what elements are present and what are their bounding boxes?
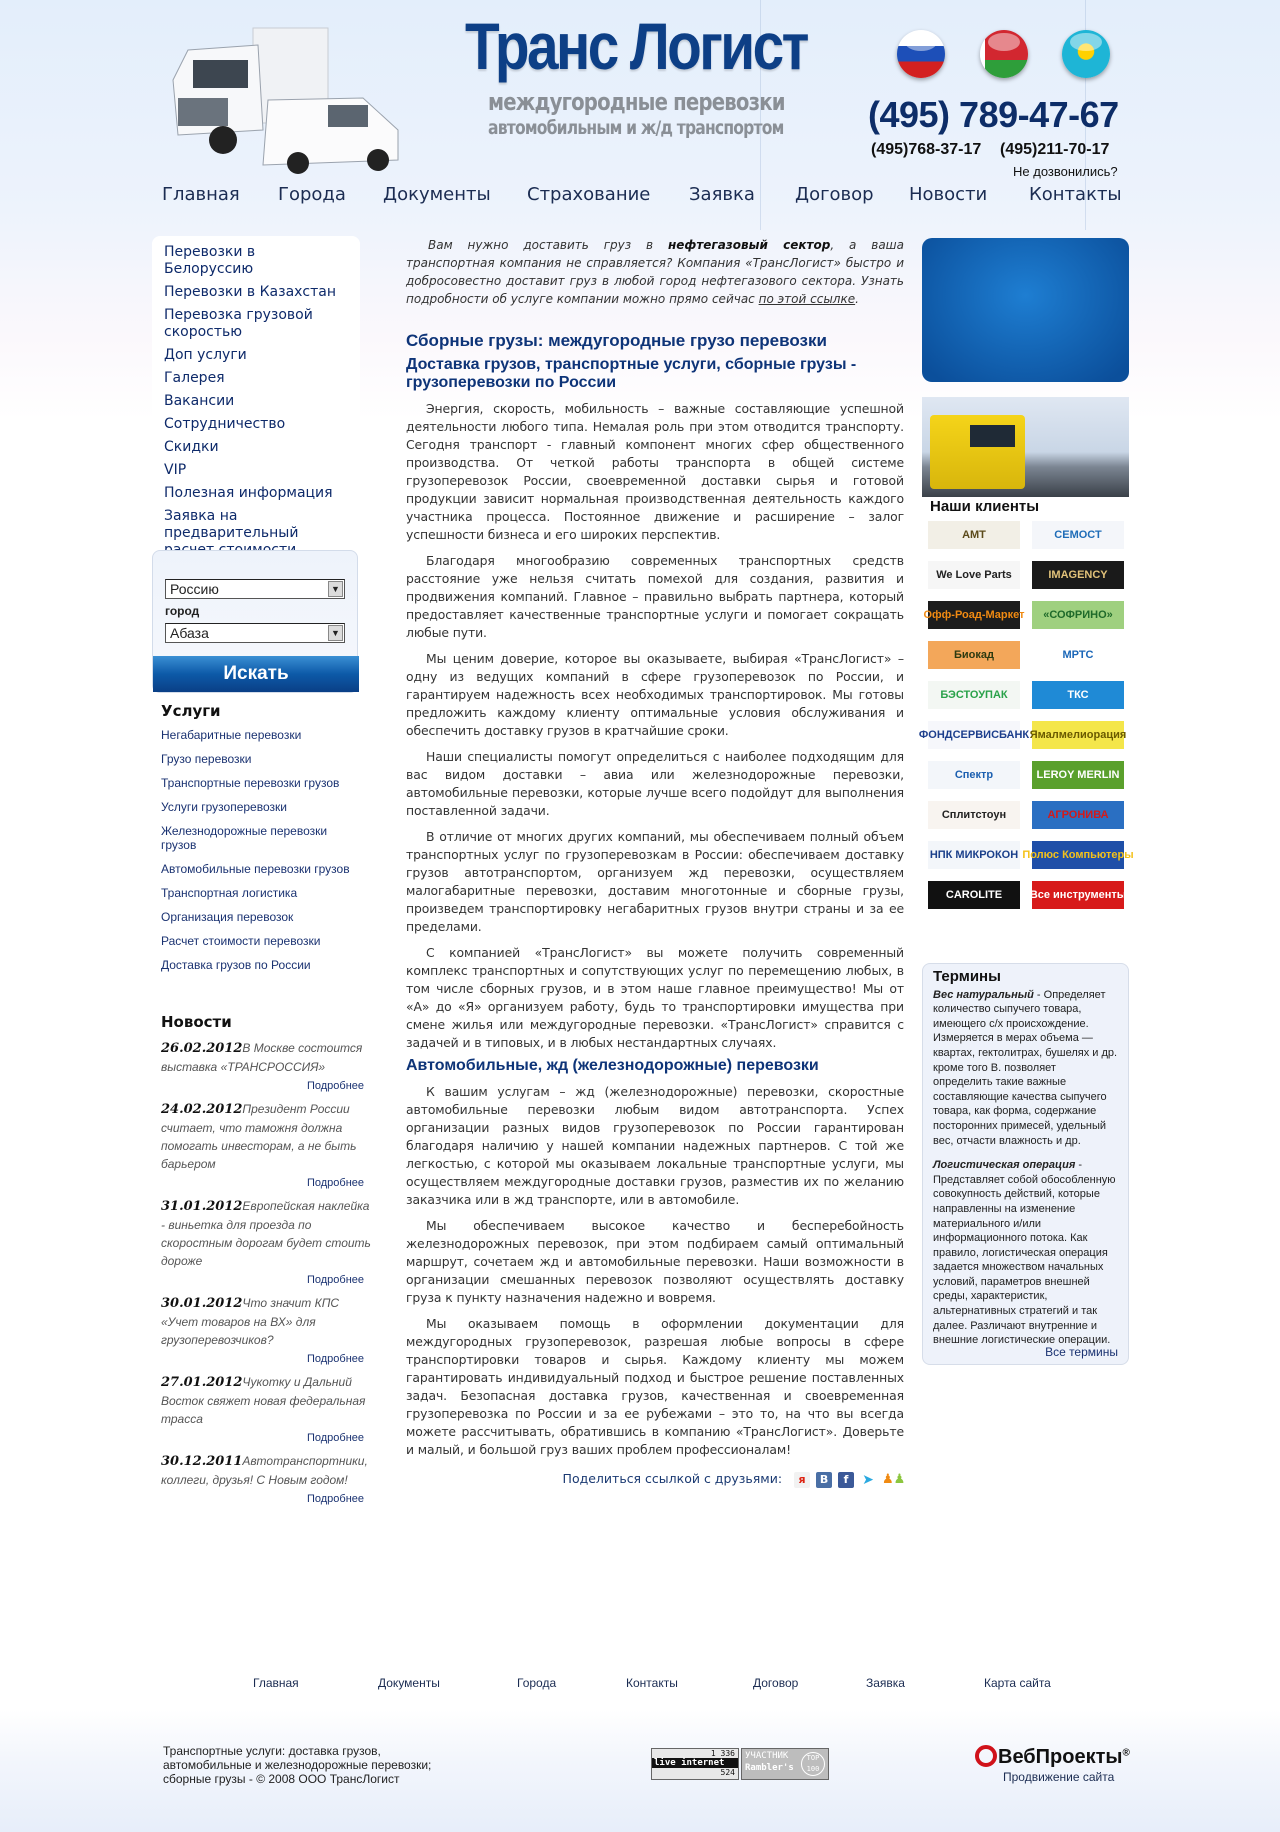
intro-part: .: [855, 292, 859, 306]
phone-2: (495)768-37-17: [871, 141, 982, 158]
brand-logo[interactable]: Транс Логист: [465, 9, 807, 83]
footer-nav-home[interactable]: Главная: [253, 1676, 299, 1690]
country-select[interactable]: [165, 579, 345, 599]
services-title: Услуги: [161, 702, 221, 720]
dropdown-arrow-icon[interactable]: ▼: [328, 625, 343, 641]
news-item: [161, 1373, 376, 1444]
yellow-truck-image: [922, 397, 1129, 497]
news-more-link[interactable]: Подробнее: [306, 1353, 364, 1365]
rambler-brand: Rambler's: [745, 1763, 794, 1773]
nav-home[interactable]: Главная: [162, 184, 240, 205]
share-bar: [406, 1471, 904, 1488]
client-logo[interactable]: Полюс Компьютеры: [1032, 841, 1124, 869]
service-link[interactable]: Автомобильные перевозки грузов: [161, 862, 350, 876]
client-logo[interactable]: LEROY MERLIN: [1032, 761, 1124, 789]
city-select[interactable]: [165, 623, 345, 643]
copyright-line: автомобильные и железнодорожные перевозки;: [163, 1758, 432, 1772]
menu-cost-request[interactable]: Заявка на предварительный: [164, 508, 299, 541]
copyright-line: сборные грузы - © 2008 ООО ТрансЛогист: [163, 1772, 400, 1786]
page-title: Сборные грузы: междугородные грузо перевозки: [406, 331, 827, 350]
client-logo[interactable]: Спектр: [928, 761, 1020, 789]
rambler-top-badge: TOP 100: [801, 1752, 825, 1776]
client-logo[interactable]: Офф-Роад-Маркет: [928, 601, 1020, 629]
nav-contract[interactable]: Договор: [795, 184, 874, 205]
service-link[interactable]: Услуги грузоперевозки: [161, 800, 287, 814]
news-date: 24.02.2012: [161, 1102, 243, 1117]
clients-title: Наши клиенты: [930, 498, 1040, 515]
paragraph: В отличие от многих других компаний, мы обеспечиваем полный объем транспортных услуг по грузоперевозкам в России: обеспечиваем доставку грузов автотранспортом, организуем жд перевозки, осуществляем малогабаритные перевозки, доставим многотонные и сборные грузы, произведем транспортировку негабаритных грузов внутри страны и за ее пределами.: [406, 829, 904, 934]
menu-gallery[interactable]: Галерея: [164, 370, 225, 386]
trucks-image: [148, 20, 433, 180]
news-item: [161, 1039, 376, 1092]
right-column: [918, 238, 1134, 909]
callback-link[interactable]: Не дозвонились?: [1013, 164, 1118, 179]
news-more-link[interactable]: Подробнее: [306, 1080, 364, 1092]
news-text: Автотранспортники, коллеги, друзья! С Новым годом!: [161, 1454, 368, 1487]
copyright-line: Транспортные услуги: доставка грузов,: [163, 1744, 381, 1758]
webproekty-name: ВебПроекты: [998, 1746, 1123, 1768]
nav-cities[interactable]: Города: [278, 184, 346, 205]
paragraph: Мы ценим доверие, которое вы оказываете, выбирая «ТрансЛогист» – одну из ведущих компаний в сфере грузоперевозок по России, и гарантируем надежность всех необходимых транспортировок. Мы готовы предложить каждому клиенту оптимальные условия обслуживания и обеспечить доставку грузов в кратчайшие сроки.: [406, 651, 904, 738]
term: [933, 1158, 1118, 1348]
main-phone: (495) 789-47-67: [868, 94, 1119, 135]
news-more-link[interactable]: Подробнее: [306, 1177, 364, 1189]
paragraph: Благодаря многообразию современных транспортных средств расстояние уже нельзя считать помехой для создания, развития и продвижения компаний. Главное – правильно выбрать партнера, который предоставляет качественные транспортные услуги и помогает сокращать любые пути.: [406, 553, 904, 640]
site-promotion-link[interactable]: Продвижение сайта: [1003, 1770, 1115, 1784]
news-text: Чукотку и Дальний Восток свяжет новая федеральная трасса: [161, 1375, 366, 1426]
belarus-flag-icon[interactable]: [980, 30, 1028, 78]
news-item: [161, 1100, 376, 1189]
dropdown-arrow-icon[interactable]: ▼: [328, 581, 343, 597]
client-logo[interactable]: «СОФРИНО»: [1032, 601, 1124, 629]
kazakhstan-flag-icon[interactable]: [1062, 30, 1110, 78]
paragraph: К вашим услугам – жд (железнодорожные) перевозки, скоростные автомобильные перевозки любым видом автотранспорта. Успех организации разных видов грузоперевозок по России гарантирован благодаря наличию у нашей компании надежных партнеров. С той же легкостью, с которой мы оказываем локальные транспортные услуги, мы осуществляем междугородные доставки грузов, разместив их по желанию заказчика или в жд транспорте, или в автомобиле.: [406, 1084, 904, 1207]
footer-nav-sitemap[interactable]: Карта сайта: [984, 1676, 1051, 1690]
news-more-link[interactable]: Подробнее: [306, 1493, 364, 1505]
header: [0, 0, 1280, 230]
news-date: 30.12.2011: [161, 1454, 243, 1469]
paragraph: Энергия, скорость, мобильность – важные составляющие успешной деятельности любого типа. Немалая роль при этом отводится транспорту. Сегодня транспорт - главный компонент многих сфер общественного производства. От четкой работы транспорта в общей системе грузоперевозок России, своевременной доставки сырья и готовой продукции зависит нормальная производственная деятельность каждого участника процесса. Постоянное движение и расширение – залог успешности бизнеса и его широких перспектив.: [406, 401, 904, 542]
brand-tagline-2: автомобильным и ж/д транспортом: [488, 117, 784, 139]
client-logo[interactable]: Биокад: [928, 641, 1020, 669]
intro-link[interactable]: по этой ссылке: [758, 292, 856, 306]
intro-part: , а ваша транспортная компания не справляется? Компания «ТрансЛогист» быстро и добросовестно доставит груз в любой город нефтегазового сектора. Узнать подробности об услуге компании можно прямо сейчас: [406, 238, 905, 306]
page-subtitle: Доставка грузов, транспортные услуги, сборные грузы - грузоперевозки по России: [406, 356, 857, 391]
services-block: [161, 702, 361, 982]
client-logo[interactable]: МРТС: [1032, 641, 1124, 669]
russia-flag-icon[interactable]: [897, 30, 945, 78]
menu-freight-speed[interactable]: Перевозка грузовой скоростью: [164, 307, 313, 340]
intro-text: [406, 236, 904, 308]
paragraph: С компанией «ТрансЛогист» вы можете получить современный комплекс транспортных и сопутствующих услуг по перемещению любых, в том числе сборных грузов, и в этом наше главное преимущество! Мы от «А» до «Я» организуем работу, будь то транспортировки имущества при смене жилья или междугородные перевозки. «ТрансЛогист» справится с задачей и в типовых, и в любых нестандартных случаях.: [406, 945, 904, 1050]
footer-nav-cities[interactable]: Города: [517, 1676, 557, 1690]
banner-box[interactable]: [922, 238, 1129, 382]
city-value: Абаза: [170, 625, 209, 641]
service-link[interactable]: Организация перевозок: [161, 910, 294, 924]
client-logo[interactable]: AMT: [928, 521, 1020, 549]
rambler-label: УЧАСТНИК: [745, 1751, 789, 1761]
news-item: [161, 1294, 376, 1365]
menu-vacancies[interactable]: Вакансии: [164, 393, 235, 409]
term: [933, 988, 1118, 1149]
client-logo[interactable]: Все инструменты: [1032, 881, 1124, 909]
webproekty-logo[interactable]: ВебПроекты®: [975, 1745, 1130, 1769]
menu-cooperation[interactable]: Сотрудничество: [164, 416, 286, 432]
terms-title: Термины: [933, 968, 1001, 985]
liveinternet-counter[interactable]: [651, 1748, 739, 1780]
footer-nav-request[interactable]: Заявка: [866, 1676, 905, 1690]
terms-box: [922, 963, 1129, 1365]
all-terms-link[interactable]: Все термины: [1045, 1345, 1118, 1360]
menu-belarus[interactable]: Перевозки в Белоруссию: [164, 244, 256, 277]
service-link[interactable]: Транспортная логистика: [161, 886, 298, 900]
menu-useful-info[interactable]: Полезная информация: [164, 485, 333, 501]
share-icons: [792, 1471, 904, 1488]
client-logo[interactable]: CAROLITE: [928, 881, 1020, 909]
webproekty-logo-icon: [975, 1745, 997, 1767]
term-definition: - Определяет количество сыпучего товара, имеющего с/х происхождение. Измеряется в мерах объема — квартах, гектолитрах, бушелях и др. кроме того В. позволяет определить такие важные составляющие качества сыпучего товара, как форма, содержание посторонних примесей, удельный вес, отчасти влажность и др.: [933, 988, 1118, 1147]
search-box: [152, 550, 358, 693]
client-logo[interactable]: Сплитстоун: [928, 801, 1020, 829]
client-logo[interactable]: Ямалмелиорация: [1032, 721, 1124, 749]
footer-copyright: [163, 1744, 431, 1786]
ya-ru-icon[interactable]: я: [794, 1472, 810, 1488]
main-content: [406, 236, 904, 1488]
menu-kazakhstan[interactable]: Перевозки в Казахстан: [164, 284, 337, 300]
share-label: Поделиться ссылкой с друзьями:: [562, 1471, 783, 1486]
news-date: 27.01.2012: [161, 1375, 243, 1390]
news-block: [161, 1013, 376, 1513]
top-nav: [162, 184, 1122, 212]
service-link[interactable]: Негабаритные перевозки: [161, 728, 302, 742]
term-definition: - Представляет собой обособленную совокупность действий, которые направленны на изменение материального и/или информационного потока. Как правило, логистическая операция задается множеством начальных условий, параметров внешней среды, характеристик, альтернативных стратегий и так далее. Различают внутренние и внешние логистические операции.: [933, 1159, 1116, 1347]
facebook-icon[interactable]: f: [838, 1472, 854, 1488]
term-name[interactable]: Вес натуральный: [933, 988, 1034, 1001]
service-link[interactable]: Расчет стоимости перевозки: [161, 934, 321, 948]
paragraph: Мы оказываем помощь в оформлении документации для междугородных грузоперевозок, разрешая любые вопросы в сфере транспортировки товаров и сырья. Каждому клиенту мы можем гарантировать индивидуальный подход и быстрое решение поставленных задач. Безопасная доставка грузов, качественная и своевременная грузоперевозка по России и за ее рубежами – это то, на что вы всегда можете рассчитывать, обратившись в компанию «ТрансЛогист». Доверьте и малый, и большой груз ваших проблем профессионалам!: [406, 1316, 904, 1457]
news-text: Президент России считает, что таможня должна помогать инвесторам, а не быть барьером: [161, 1102, 357, 1171]
news-date: 26.02.2012: [161, 1041, 243, 1056]
counter-brand: live internet: [652, 1758, 738, 1768]
client-logo[interactable]: СЕМОСТ: [1032, 521, 1124, 549]
city-label: город: [165, 604, 200, 618]
nav-news[interactable]: Новости: [909, 184, 988, 205]
service-link[interactable]: Железнодорожные перевозки грузов: [161, 824, 328, 852]
news-text: Что значит КПС «Учет товаров на ВХ» для грузоперевозчиков?: [161, 1296, 340, 1347]
news-more-link[interactable]: Подробнее: [306, 1432, 364, 1444]
client-logo[interactable]: We Love Parts: [928, 561, 1020, 589]
menu-discounts[interactable]: Скидки: [164, 439, 219, 455]
footer-nav-contract[interactable]: Договор: [753, 1676, 799, 1690]
vkontakte-icon[interactable]: B: [816, 1472, 832, 1488]
news-item: [161, 1452, 376, 1505]
phone-3: (495)211-70-17: [1000, 141, 1110, 158]
client-logo[interactable]: НПК МИКРОКОН: [928, 841, 1020, 869]
client-logo[interactable]: IMAGENCY: [1032, 561, 1124, 589]
intro-part: Вам нужно доставить груз в: [428, 238, 668, 252]
term-name[interactable]: Логистическая операция: [933, 1159, 1076, 1172]
clients-grid: [918, 521, 1134, 909]
search-button[interactable]: Искать: [153, 656, 359, 692]
rambler-top100-counter[interactable]: [741, 1748, 829, 1780]
client-logo[interactable]: ТКС: [1032, 681, 1124, 709]
nav-contacts[interactable]: Контакты: [1029, 184, 1122, 205]
intro-bold: нефтегазовый сектор: [668, 238, 831, 252]
menu-vip[interactable]: VIP: [164, 462, 187, 478]
nav-request[interactable]: Заявка: [689, 184, 755, 205]
left-menu: [152, 236, 360, 559]
service-link[interactable]: Транспортные перевозки грузов: [161, 776, 340, 790]
country-value: Россию: [170, 581, 219, 597]
client-logo[interactable]: ФОНДСЕРВИСБАНК: [928, 721, 1020, 749]
left-column: [152, 236, 360, 565]
section-heading: Автомобильные, жд (железнодорожные) перевозки: [406, 1057, 819, 1074]
service-link[interactable]: Доставка грузов по России: [161, 958, 311, 972]
counter-value: 524: [720, 1768, 735, 1777]
paragraph: Мы обеспечиваем высокое качество и бесперебойность железнодорожных перевозок, при этом подбираем самый оптимальный маршрут, сочетаем жд и автомобильные перевозки. Наши возможности в организации смешанных перевозок позволяют осуществлять доставку груза к пункту назначения надежно и вовремя.: [406, 1218, 904, 1305]
news-date: 31.01.2012: [161, 1199, 243, 1214]
paragraph: Наши специалисты помогут определиться с наиболее подходящим для вас видом доставки – авиа или железнодорожные перевозки, автомобильные перевозки, которые лучше всего подойдут для выполнения поставленной задачи.: [406, 749, 904, 818]
twitter-icon[interactable]: ➤: [862, 1471, 874, 1488]
brand-tagline: междугородные перевозки: [488, 88, 785, 116]
footer-nav-documents[interactable]: Документы: [378, 1676, 440, 1690]
news-item: [161, 1197, 376, 1286]
client-logo[interactable]: АГРОНИВА: [1032, 801, 1124, 829]
nav-insurance[interactable]: Страхование: [527, 184, 651, 205]
menu-extra-services[interactable]: Доп услуги: [164, 347, 247, 363]
nav-documents[interactable]: Документы: [383, 184, 491, 205]
service-link[interactable]: Грузо перевозки: [161, 752, 252, 766]
news-text: В Москве состоится выставка «ТРАНСРОССИЯ»: [161, 1041, 363, 1074]
news-more-link[interactable]: Подробнее: [306, 1274, 364, 1286]
client-logo[interactable]: БЭСТОУПАК: [928, 681, 1020, 709]
news-text: Европейская наклейка - виньетка для проезда по скоростным дорогам будет стоить дороже: [161, 1199, 371, 1268]
moi-krug-icon[interactable]: ♟♟: [882, 1471, 906, 1487]
news-title: Новости: [161, 1013, 232, 1031]
footer-nav-contacts[interactable]: Контакты: [626, 1676, 678, 1690]
counter-value: 1 336: [710, 1749, 735, 1758]
news-date: 30.01.2012: [161, 1296, 243, 1311]
